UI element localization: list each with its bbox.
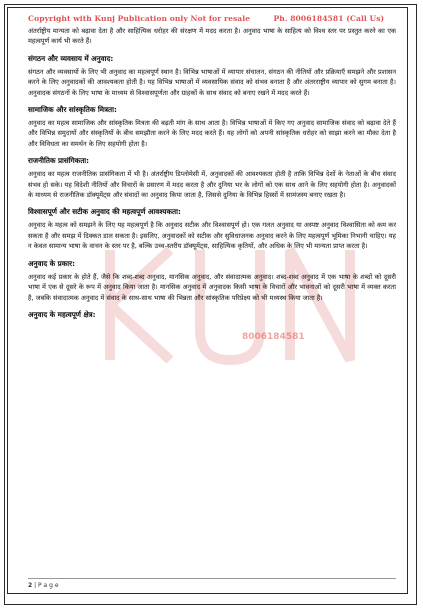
contact-phone: Ph. 8006184581 (Call Us) <box>273 14 385 23</box>
section-paragraph: अनुवाद का महत्व राजनीतिक प्रासंगिकता में भी है। अंतर्राष्ट्रीय डिप्लोमेसी में, अनुवादकों की आवश्यकता होती है ताकि विभिन्न देशों के नेताओं के बीच संवाद संभव हो सके। यह विदेशी नीतियों और विचारों के प्रसारण में मदद करता है और दुनिया भर के लोगों को एक साथ आने के लिए सहयोगी होता है। अनुवादकों के माध्यम से राजनीतिक डॉक्यूमेंट्स और संवादों का अनुवाद किया जाता है, जिससे दुनिया के विभिन्न हिस्सों में सामंजस्य बनाए रखता है। <box>28 170 396 200</box>
main-content <box>28 26 396 323</box>
page-number: 2 <box>28 582 33 589</box>
section-paragraph: अनुवाद का महत्व सामाजिक और सांस्कृतिक मित्रता की बढ़ती मांग के साथ आता है। विभिन्न भाषाओं में किए गए अनुवाद सामाजिक संवाद को बढ़ावा देते हैं और विभिन्न समुदायों और संस्कृतियों के बीच समझौता करने के लिए मदद करते हैं। यह लोगों को अपनी सांस्कृतिक धरोहर को साझा करने का मौका देता है और विविधता का समर्थन के लिए सहयोगी होता है। <box>28 119 396 148</box>
section-heading: संगठन और व्यवसाय में अनुवाद: <box>28 53 114 63</box>
page-header <box>28 14 398 23</box>
page-label: P a g e <box>38 582 59 589</box>
section-heading: अनुवाद के प्रकार: <box>28 258 75 268</box>
section-heading: अनुवाद के महत्वपूर्ण क्षेत्र: <box>28 309 96 319</box>
watermark-phone: 8006184581 <box>242 332 305 342</box>
page-footer <box>28 578 396 589</box>
copyright-notice: Copyright with Kunj Publication only Not for resale <box>28 14 251 23</box>
intro-paragraph: अंतर्राष्ट्रीय मान्यता को बढ़ावा देता है और साहित्यिक धरोहर की संरक्षण में मदद करता है। अनुवाद भाषा के साहित्य को विश्व स्तर पर प्रस्तुत करने का एक महत्वपूर्ण कार्य भी करते हैं। <box>28 27 396 46</box>
section-paragraph: संगठन और व्यवसायों के लिए भी अनुवाद का महत्वपूर्ण स्थान है। विभिन्न भाषाओं में व्यापार संचालन, संगठन की नीतियों और प्रक्रियाएँ समझने और प्रशासन करने के लिए अनुवादकों की आवश्यकता होती है। यह विभिन्न भाषाओं में व्यवसायिक संवाद को संभव बनाता है और अंतरराष्ट्रीय व्यापार को सुगम बनाता है। अनुवादक संगठनों के लिए भाषा के माध्यम से विश्वासपूर्णता और ग्राहकों के साथ संवाद को बनाए रखने में मदद करते हैं। <box>28 67 396 97</box>
section-heading: सामाजिक और सांस्कृतिक मित्रता: <box>28 105 117 115</box>
section-paragraph: अनुवाद कई प्रकार के होते हैं, जैसे कि शब्द-शब्द अनुवाद, मानसिक अनुवाद, और संवादात्मक अनुवाद। शब्द-शब्द अनुवाद में एक भाषा के शब्दों को दूसरी भाषा में एक से दूसरे के रूप में अनुवाद किया जाता है। मानसिक अनुवाद में अनुवादक किसी भाषा के विचारों और भावनाओं को दूसरी भाषा में व्यक्त करता है, जबकि संवादात्मक अनुवाद में संवाद के साथ-साथ भाषा की भिन्नता और सांस्कृतिक परिप्रेक्ष्य को भी मध्यस्थ किया जाता है। <box>28 272 396 302</box>
section-heading: विश्वासपूर्ण और सटीक अनुवाद की महत्वपूर्ण आवश्यकता: <box>28 207 181 217</box>
footer-separator: | <box>32 582 39 589</box>
section-paragraph: अनुवाद के महत्व को समझने के लिए यह महत्वपूर्ण है कि अनुवाद सटीक और विश्वासपूर्ण हो। एक गलत अनुवाद या अस्पष्ट अनुवाद विश्वासिता को कम कर सकता है और समझ में दिक्कत डाल सकता है। इसलिए, अनुवादकों को सटीक और सुविधाजनक अनुवाद करने के लिए महत्वपूर्ण भूमिका निभानी चाहिए। यह न केवल सामान्य भाषा के वाचन के स्तर पर है, बल्कि उच्च-स्तरीय डॉक्यूमेंट्स, साहित्यिक कृतियों, और अधिक के लिए भी मान्यता प्राप्त करता है। <box>28 221 396 251</box>
section-heading: राजनीतिक प्रासंगिकता: <box>28 156 90 166</box>
